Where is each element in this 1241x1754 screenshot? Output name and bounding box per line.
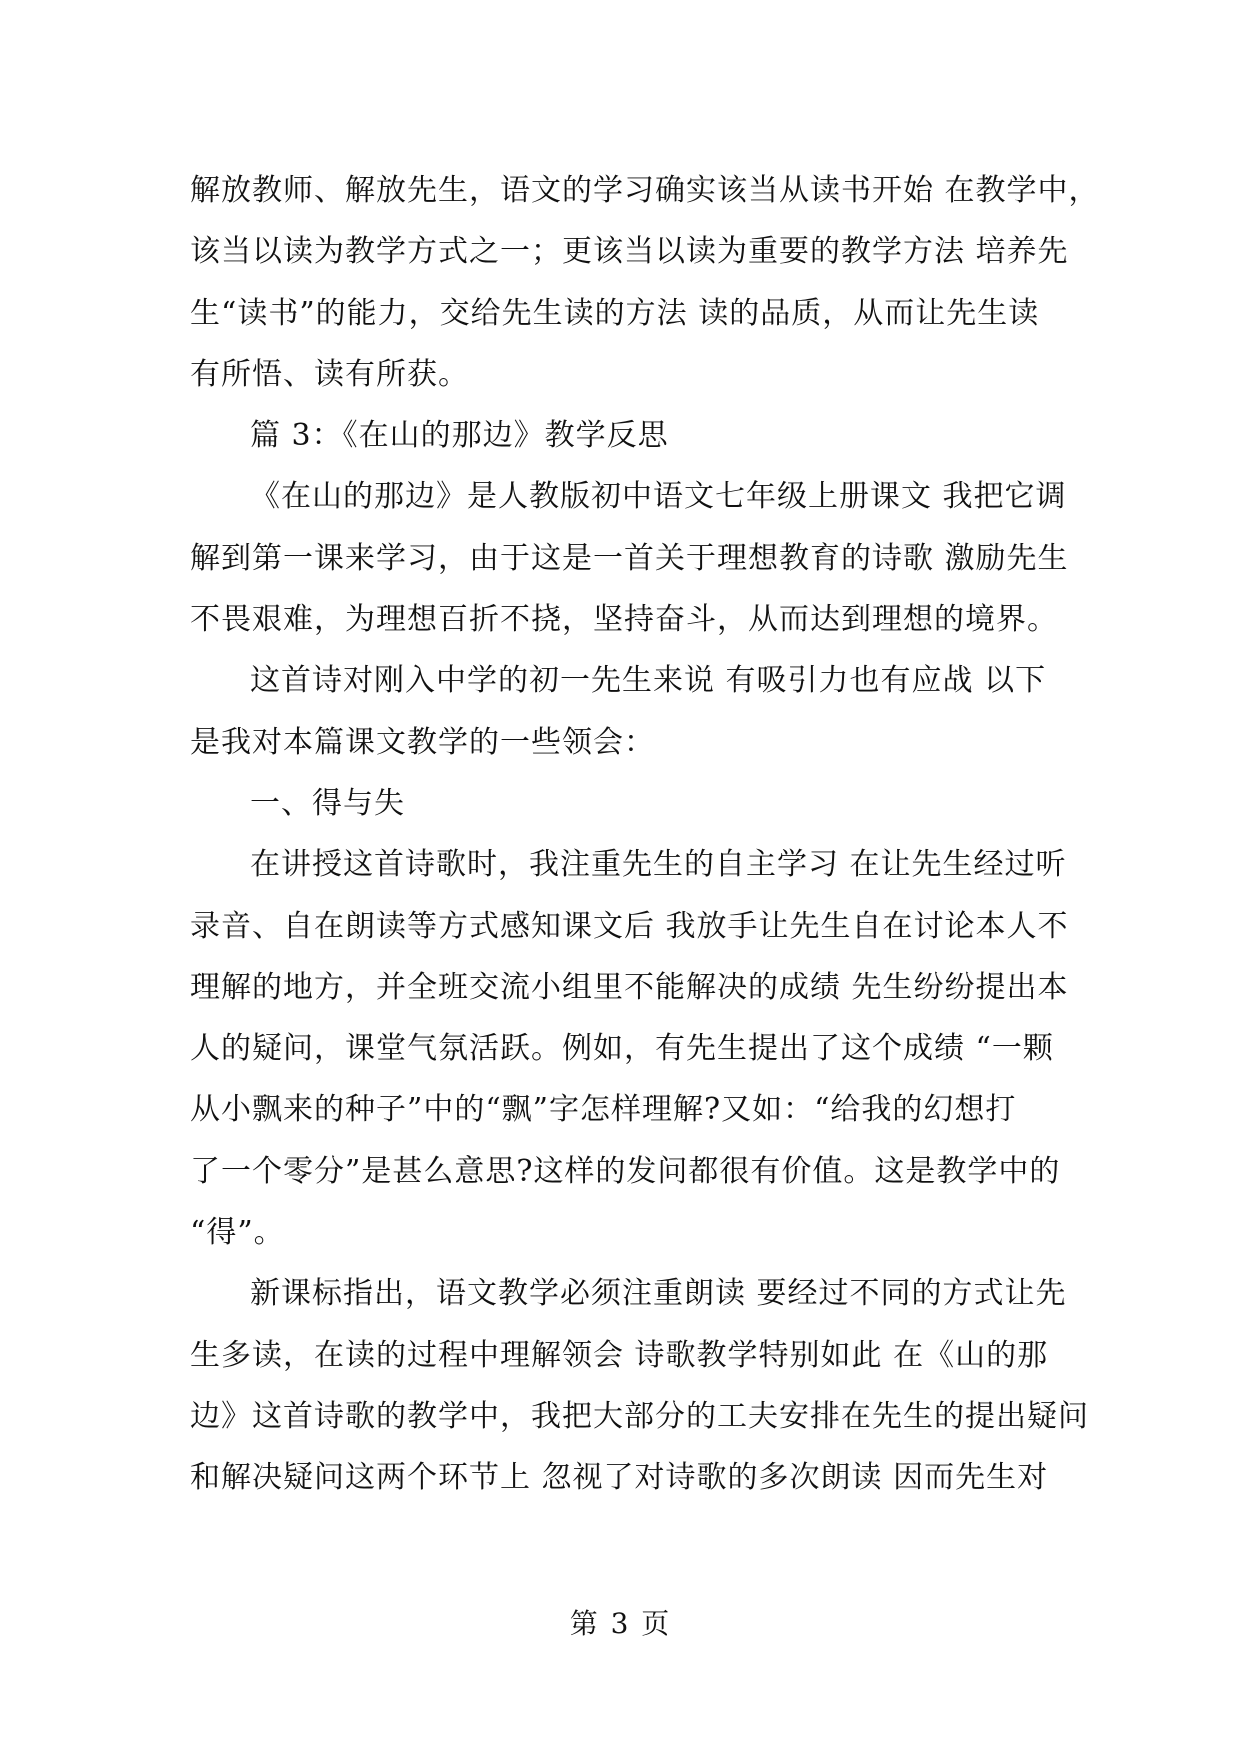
text-line: 生“读书”的能力，交给先生读的方法 读的品质，从而让先生读 xyxy=(190,295,1040,331)
text-line: 这首诗对刚入中学的初一先生来说 有吸引力也有应战 以下 xyxy=(250,663,1047,699)
text-line: 了一个零分”是甚么意思?这样的发问都很有价值。这是教学中的 xyxy=(190,1153,1061,1189)
text-line: 有所悟、读有所获。 xyxy=(190,356,469,392)
text-line: “得”。 xyxy=(190,1215,285,1251)
text-line: 生多读，在读的过程中理解领会 诗歌教学特别如此 在《山的那 xyxy=(190,1337,1049,1373)
text-line: 在讲授这首诗歌时，我注重先生的自主学习 在让先生经过听 xyxy=(250,847,1067,883)
text-line: 新课标指出，语文教学必须注重朗读 要经过不同的方式让先 xyxy=(250,1276,1067,1312)
text-line: 一、得与失 xyxy=(250,785,405,821)
text-line: 解放教师、解放先生，语文的学习确实该当从读书开始 在教学中， xyxy=(190,173,1100,208)
text-line: 该当以读为教学方式之一；更该当以读为重要的教学方法 培养先 xyxy=(190,234,1069,270)
text-line: 人的疑问，课堂气氛活跃。例如，有先生提出了这个成绩 “一颗 xyxy=(190,1031,1054,1067)
text-line: 理解的地方，并全班交流小组里不能解决的成绩 先生纷纷提出本 xyxy=(190,969,1069,1005)
text-line: 篇 3：《在山的那边》教学反思 xyxy=(250,418,669,454)
text-line: 《在山的那边》是人教版初中语文七年级上册课文 我把它调 xyxy=(250,479,1067,515)
page-number: 第 3 页 xyxy=(569,1607,672,1640)
text-line: 录音、自在朗读等方式感知课文后 我放手让先生自在讨论本人不 xyxy=(190,908,1069,944)
text-line: 边》这首诗歌的教学中，我把大部分的工夫安排在先生的提出疑问 xyxy=(190,1398,1089,1434)
text-line: 从小飘来的种子”中的“飘”字怎样理解?又如：“给我的幻想打 xyxy=(190,1092,1017,1128)
text-line: 不畏艰难，为理想百折不挠，坚持奋斗，从而达到理想的境界。 xyxy=(190,602,1058,638)
text-line: 和解决疑问这两个环节上 忽视了对诗歌的多次朗读 因而先生对 xyxy=(190,1460,1049,1496)
document-body xyxy=(190,160,1100,1509)
text-line: 是我对本篇课文教学的一些领会： xyxy=(190,724,655,760)
text-line: 解到第一课来学习，由于这是一首关于理想教育的诗歌 激励先生 xyxy=(190,540,1069,576)
